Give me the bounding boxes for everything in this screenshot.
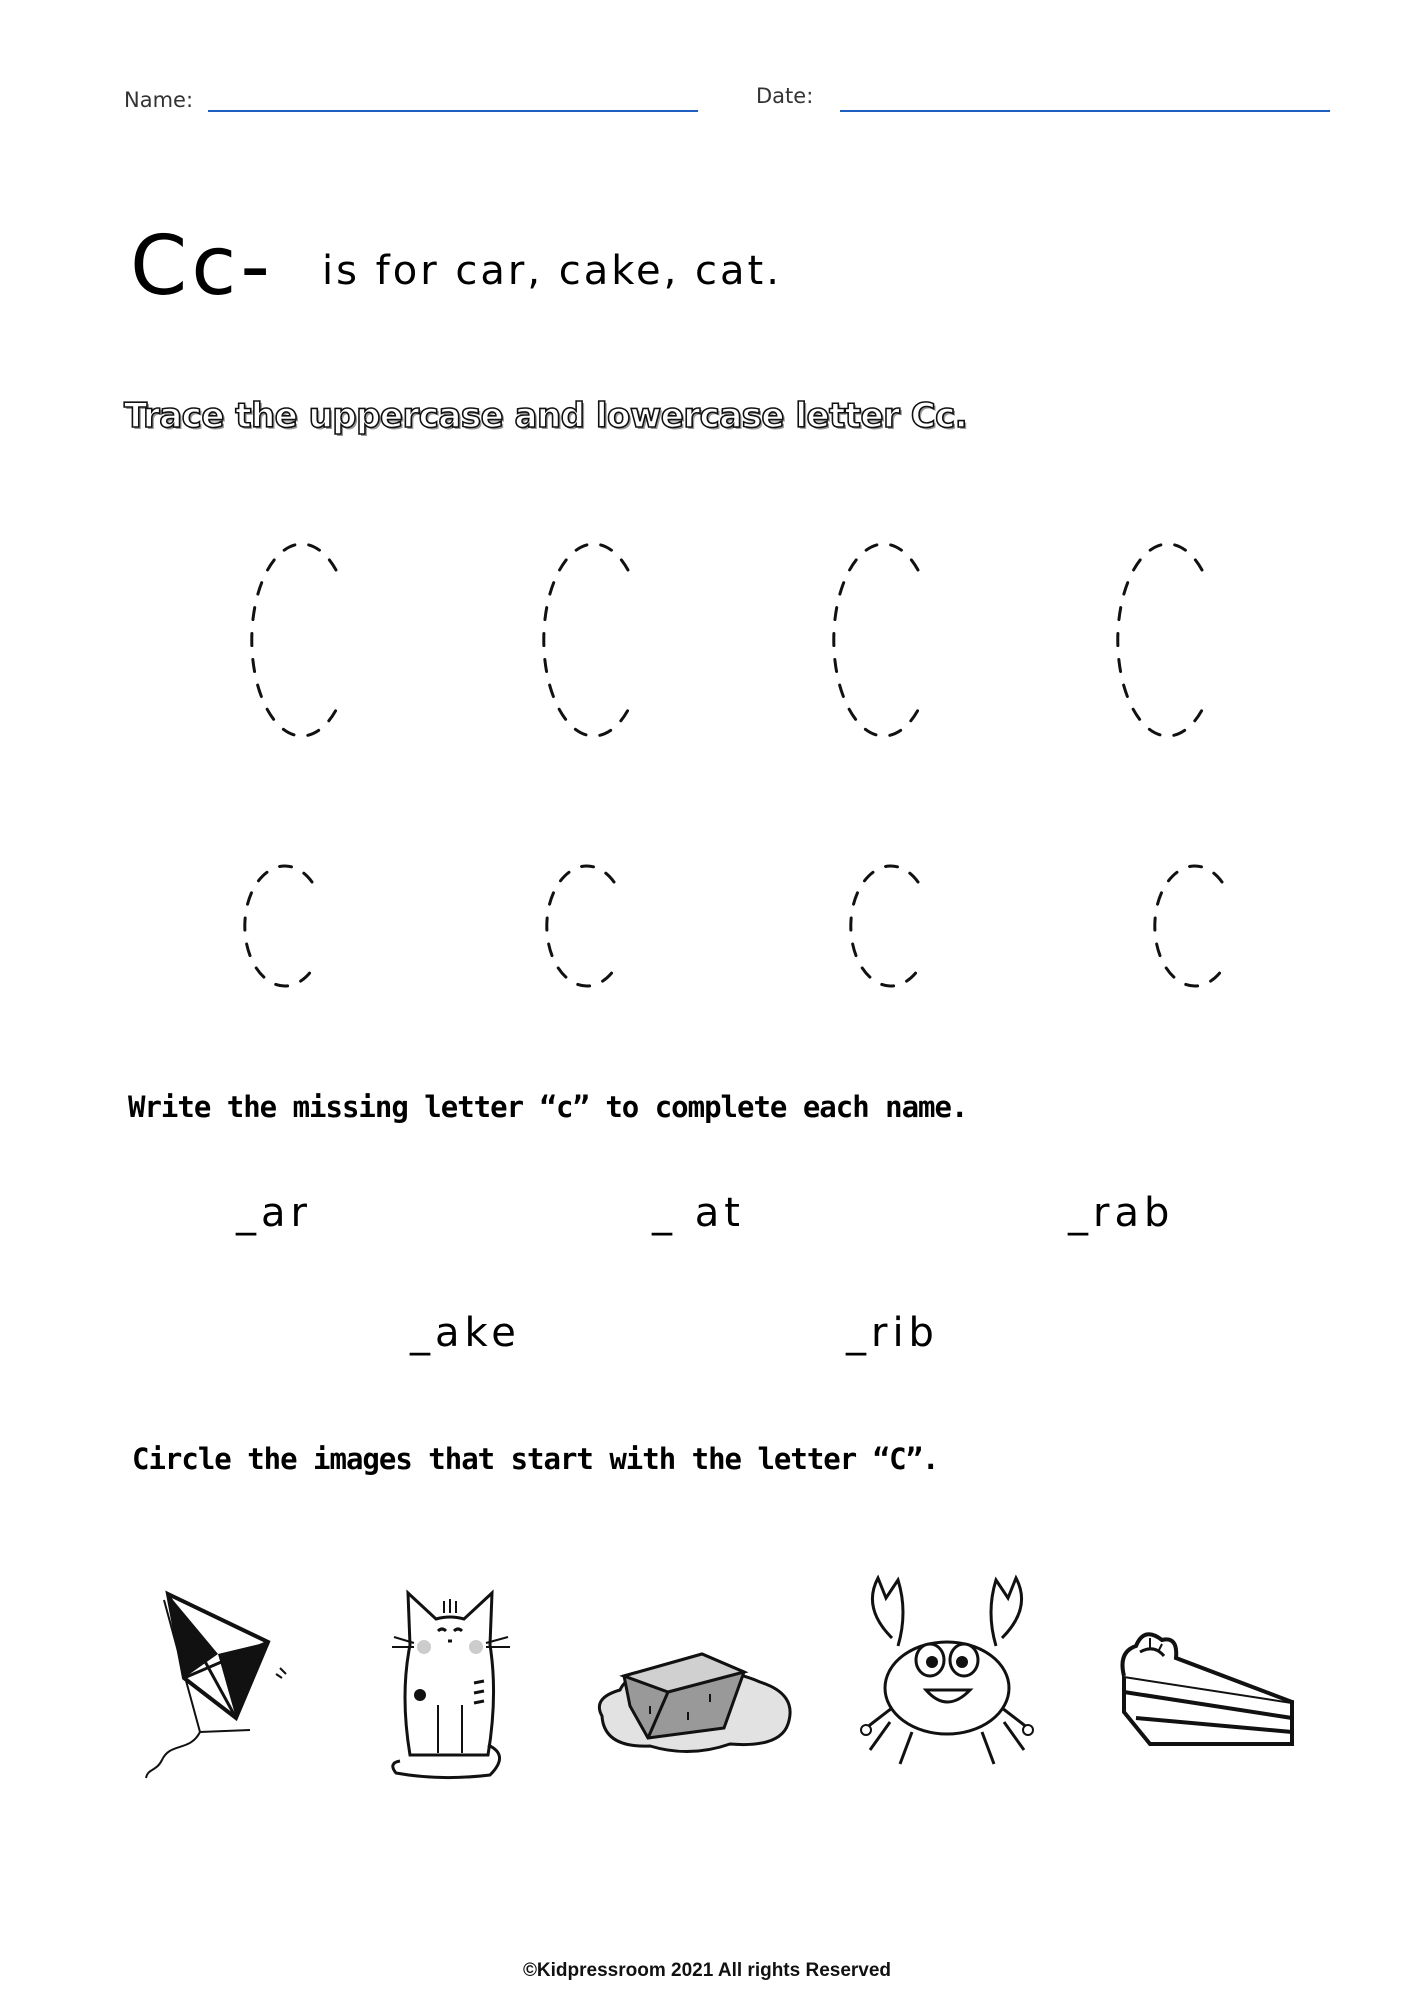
word-car[interactable]: _ar <box>236 1190 312 1236</box>
lowercase-c-trace <box>851 866 918 986</box>
cube-icon[interactable] <box>590 1598 800 1768</box>
word-crib[interactable]: _rib <box>846 1310 939 1356</box>
copyright-footer: ©Kidpressroom 2021 All rights Reserved <box>522 1960 892 1981</box>
uppercase-c-trace <box>544 544 628 736</box>
word-cake[interactable]: _ake <box>410 1310 521 1356</box>
lowercase-trace-row <box>245 866 1222 986</box>
crab-icon[interactable] <box>852 1568 1042 1778</box>
date-label: Date: <box>756 84 814 108</box>
lowercase-c-trace <box>547 866 614 986</box>
lowercase-c-trace <box>245 866 312 986</box>
uppercase-c-trace <box>1118 544 1202 736</box>
lowercase-c-trace <box>1155 866 1222 986</box>
name-label: Name: <box>124 88 194 112</box>
uppercase-c-trace <box>834 544 918 736</box>
cake-icon[interactable] <box>1110 1622 1300 1752</box>
trace-instruction: Trace the uppercase and lowercase letter Cc. <box>124 396 968 436</box>
word-crab[interactable]: _rab <box>1068 1190 1175 1236</box>
uppercase-trace-row <box>252 544 1202 736</box>
title-letters: Cc- <box>130 219 274 314</box>
word-cat[interactable]: _ at <box>652 1190 745 1236</box>
cat-icon[interactable] <box>380 1585 520 1785</box>
missing-letter-instruction: Write the missing letter “c” to complete each name. <box>128 1090 968 1124</box>
uppercase-c-trace <box>252 544 336 736</box>
circle-images-instruction: Circle the images that start with the letter “C”. <box>132 1442 939 1476</box>
kite-icon[interactable] <box>140 1582 300 1782</box>
title-subtitle: is for car, cake, cat. <box>322 248 782 294</box>
